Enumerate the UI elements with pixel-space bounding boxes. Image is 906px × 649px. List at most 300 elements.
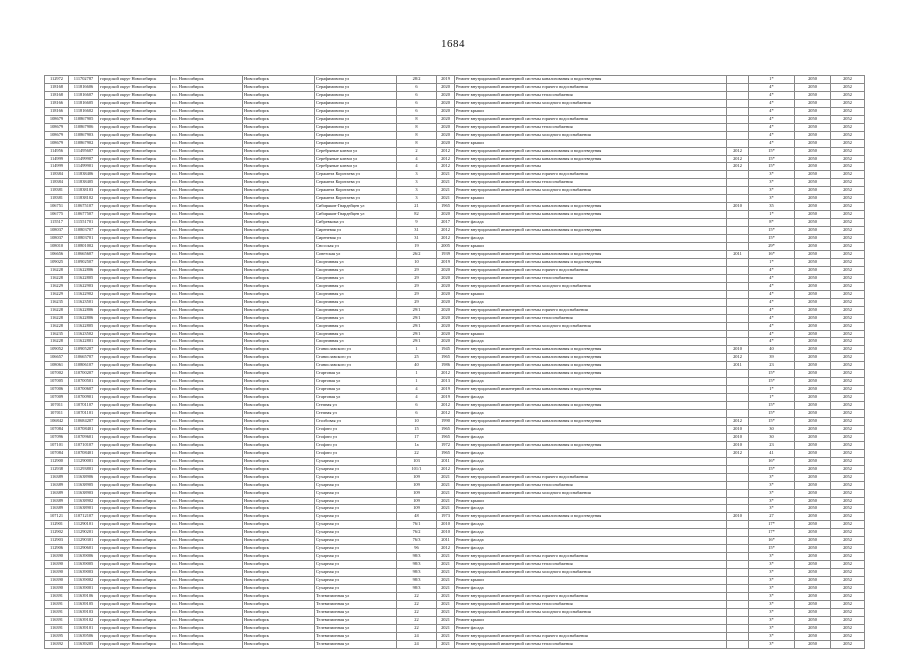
table-cell: 4*: [749, 115, 795, 123]
table-cell: Ремонт внутридомовой инженерной системы канализования и водоотведения: [455, 203, 727, 211]
table-row: [45, 338, 865, 346]
table-cell: 6: [397, 83, 437, 91]
table-cell: 118384: [45, 171, 69, 179]
table-cell: Сибревкома ул: [315, 219, 397, 227]
table-cell: г.о. Новосибирск: [171, 505, 243, 513]
table-cell: 107096: [45, 433, 69, 441]
table-cell: 2050: [795, 282, 831, 290]
table-cell: 111622806: [69, 306, 99, 314]
table-row: [45, 282, 865, 290]
table-cell: 2050: [795, 624, 831, 632]
table-cell: Стартовая ул: [315, 378, 397, 386]
table-cell: 29/1: [397, 330, 437, 338]
table-cell: 110902507: [69, 258, 99, 266]
table-cell: 111639106: [69, 592, 99, 600]
table-cell: 8: [397, 131, 437, 139]
table-row: [45, 632, 865, 640]
table-cell: 3: [397, 171, 437, 179]
table-cell: Сибиряков-Гвардейцев ул: [315, 203, 397, 211]
table-cell: г.о. Новосибирск: [171, 235, 243, 243]
table-cell: Новосибирск: [243, 624, 315, 632]
table-cell: [727, 83, 749, 91]
table-cell: 2050: [795, 553, 831, 561]
table-cell: Ремонт внутридомовой инженерной системы теплоснабжения: [455, 561, 727, 569]
table-cell: 16*: [749, 537, 795, 545]
table-cell: Ремонт внутридомовой инженерной системы канализования и водоотведения: [455, 513, 727, 521]
table-cell: городской округ Новосибирск: [99, 155, 171, 163]
table-cell: [727, 99, 749, 107]
table-cell: 2020: [437, 211, 455, 219]
table-cell: 3*: [749, 553, 795, 561]
table-cell: 2050: [795, 147, 831, 155]
table-cell: г.о. Новосибирск: [171, 354, 243, 362]
table-row: [45, 449, 865, 457]
table-cell: 2010: [727, 441, 749, 449]
table-cell: 2052: [831, 410, 865, 418]
table-cell: г.о. Новосибирск: [171, 338, 243, 346]
table-cell: 109052: [45, 346, 69, 354]
table-cell: 9: [397, 219, 437, 227]
table-cell: г.о. Новосибирск: [171, 402, 243, 410]
table-cell: 2050: [795, 608, 831, 616]
table-cell: 2050: [795, 433, 831, 441]
table-cell: 2012: [437, 163, 455, 171]
table-cell: городской округ Новосибирск: [99, 258, 171, 266]
table-cell: 6: [397, 410, 437, 418]
table-cell: 111639506: [69, 632, 99, 640]
table-cell: 2052: [831, 258, 865, 266]
table-cell: Новосибирск: [243, 441, 315, 449]
table-cell: 110665707: [69, 354, 99, 362]
table-cell: 107084: [45, 425, 69, 433]
table-cell: Новосибирск: [243, 410, 315, 418]
table-cell: 2010: [437, 521, 455, 529]
table-cell: 2052: [831, 235, 865, 243]
table-cell: г.о. Новосибирск: [171, 76, 243, 84]
table-cell: 2050: [795, 362, 831, 370]
table-cell: 3: [397, 187, 437, 195]
table-cell: 111639003: [69, 569, 99, 577]
table-cell: Ремонт внутридомовой инженерной системы горячего водоснабжения: [455, 266, 727, 274]
table-cell: городской округ Новосибирск: [99, 91, 171, 99]
table-cell: 2052: [831, 457, 865, 465]
table-cell: 2050: [795, 473, 831, 481]
table-cell: 2021: [437, 497, 455, 505]
table-cell: 2052: [831, 243, 865, 251]
table-cell: [727, 585, 749, 593]
table-cell: [727, 592, 749, 600]
table-cell: 2052: [831, 123, 865, 131]
table-cell: Серебряные ключи ул: [315, 155, 397, 163]
table-cell: г.о. Новосибирск: [171, 537, 243, 545]
table-cell: 110700901: [69, 394, 99, 402]
table-cell: 35: [749, 203, 795, 211]
table-cell: 3*: [749, 640, 795, 648]
table-cell: городской округ Новосибирск: [99, 203, 171, 211]
table-cell: городской округ Новосибирск: [99, 131, 171, 139]
table-cell: Ремонт внутридомовой инженерной системы горячего водоснабжения: [455, 83, 727, 91]
table-cell: Ремонт крыши: [455, 107, 727, 115]
table-row: [45, 107, 865, 115]
table-cell: Сухарная ул: [315, 497, 397, 505]
table-cell: 2021: [437, 195, 455, 203]
table-cell: Ремонт фасада: [455, 394, 727, 402]
table-cell: Новосибирск: [243, 394, 315, 402]
table-cell: [727, 322, 749, 330]
table-cell: городской округ Новосибирск: [99, 465, 171, 473]
table-cell: Стартовая ул: [315, 386, 397, 394]
table-cell: Ремонт внутридомовой инженерной системы горячего водоснабжения: [455, 115, 727, 123]
table-cell: 110709601: [69, 433, 99, 441]
table-cell: Новосибирск: [243, 250, 315, 258]
table-cell: Ремонт фасада: [455, 537, 727, 545]
table-cell: 2052: [831, 306, 865, 314]
table-cell: Сухарная ул: [315, 529, 397, 537]
table-cell: г.о. Новосибирск: [171, 314, 243, 322]
table-cell: городской округ Новосибирск: [99, 314, 171, 322]
table-cell: Новосибирск: [243, 608, 315, 616]
table-cell: Ремонт внутридомовой инженерной системы горячего водоснабжения: [455, 553, 727, 561]
table-cell: городской округ Новосибирск: [99, 370, 171, 378]
table-cell: Телевизионная ул: [315, 632, 397, 640]
table-cell: [727, 243, 749, 251]
table-cell: 4: [397, 386, 437, 394]
table-cell: 29/1: [397, 314, 437, 322]
table-row: [45, 394, 865, 402]
table-cell: 112900: [45, 457, 69, 465]
table-cell: 111622806: [69, 314, 99, 322]
table-cell: 21: [397, 203, 437, 211]
table-cell: Ремонт внутридомовой инженерной системы канализования и водоотведения: [455, 258, 727, 266]
table-cell: г.о. Новосибирск: [171, 179, 243, 187]
table-cell: Новосибирск: [243, 211, 315, 219]
table-cell: [727, 290, 749, 298]
table-cell: 16*: [749, 250, 795, 258]
table-cell: Ремонт внутридомовой инженерной системы канализования и водоотведения: [455, 76, 727, 84]
table-cell: Ремонт внутридомовой инженерной системы канализования и водоотведения: [455, 147, 727, 155]
table-cell: [727, 481, 749, 489]
table-cell: Ремонт внутридомовой инженерной системы теплоснабжения: [455, 123, 727, 131]
table-cell: 110684207: [69, 417, 99, 425]
table-row: [45, 147, 865, 155]
table-cell: Серебряные ключи ул: [315, 163, 397, 171]
table-cell: г.о. Новосибирск: [171, 171, 243, 179]
table-cell: 27: [749, 513, 795, 521]
table-cell: 22: [397, 608, 437, 616]
table-cell: Ремонт внутридомовой инженерной системы горячего водоснабжения: [455, 592, 727, 600]
table-cell: Новосибирск: [243, 457, 315, 465]
table-cell: [727, 457, 749, 465]
table-cell: Сносская ул: [315, 243, 397, 251]
table-cell: 15*: [749, 545, 795, 553]
table-cell: 2021: [437, 489, 455, 497]
table-cell: г.о. Новосибирск: [171, 258, 243, 266]
table-cell: [727, 537, 749, 545]
table-cell: Новосибирск: [243, 187, 315, 195]
table-cell: Новосибирск: [243, 600, 315, 608]
table-cell: 116390: [45, 561, 69, 569]
table-cell: Новосибирск: [243, 266, 315, 274]
table-cell: 111639103: [69, 608, 99, 616]
table-cell: 15*: [749, 402, 795, 410]
table-cell: 2050: [795, 83, 831, 91]
table-cell: 2013: [437, 378, 455, 386]
table-cell: Новосибирск: [243, 83, 315, 91]
table-cell: 4: [397, 155, 437, 163]
table-cell: Новосибирск: [243, 569, 315, 577]
table-cell: 2052: [831, 473, 865, 481]
table-row: [45, 370, 865, 378]
table-cell: 6: [397, 107, 437, 115]
table-cell: [727, 378, 749, 386]
table-cell: Сержанта Коротаева ул: [315, 187, 397, 195]
table-cell: г.о. Новосибирск: [171, 346, 243, 354]
table-cell: Новосибирск: [243, 513, 315, 521]
table-cell: 2050: [795, 203, 831, 211]
table-cell: 2052: [831, 147, 865, 155]
table-cell: [727, 553, 749, 561]
table-cell: городской округ Новосибирск: [99, 529, 171, 537]
table-cell: 4*: [749, 314, 795, 322]
table-cell: 4*: [749, 266, 795, 274]
table-cell: 107084: [45, 449, 69, 457]
table-cell: Ремонт внутридомовой инженерной системы канализования и водоотведения: [455, 370, 727, 378]
table-cell: 1965: [437, 203, 455, 211]
table-cell: 17*: [749, 529, 795, 537]
table-cell: Ремонт внутридомовой инженерной системы теплоснабжения: [455, 600, 727, 608]
table-cell: Ремонт внутридомовой инженерной системы канализования и водоотведения: [455, 227, 727, 235]
table-cell: Новосибирск: [243, 370, 315, 378]
table-cell: 40: [749, 346, 795, 354]
table-cell: 2050: [795, 219, 831, 227]
table-cell: 110803707: [69, 227, 99, 235]
table-cell: 2052: [831, 545, 865, 553]
table-cell: городской округ Новосибирск: [99, 219, 171, 227]
table-cell: 96: [397, 545, 437, 553]
table-cell: 1973: [437, 513, 455, 521]
table-cell: 6: [397, 91, 437, 99]
table-cell: 118381: [45, 195, 69, 203]
table-cell: 109: [397, 473, 437, 481]
table-cell: [727, 561, 749, 569]
table-cell: Спортивная ул: [315, 338, 397, 346]
table-cell: 111816606: [69, 83, 99, 91]
table-cell: 108679: [45, 131, 69, 139]
table-cell: Новосибирск: [243, 449, 315, 457]
table-cell: 3*: [749, 489, 795, 497]
table-cell: 31: [397, 235, 437, 243]
table-cell: 2052: [831, 394, 865, 402]
table-cell: Ремонт фасада: [455, 529, 727, 537]
table-cell: городской округ Новосибирск: [99, 410, 171, 418]
table-cell: Новосибирск: [243, 227, 315, 235]
table-cell: 109: [397, 505, 437, 513]
table-cell: Новосибирск: [243, 545, 315, 553]
table-cell: 29*: [749, 243, 795, 251]
table-cell: Стофато ул: [315, 449, 397, 457]
table-cell: 2012: [437, 155, 455, 163]
table-cell: 108037: [45, 235, 69, 243]
table-cell: 111638906: [69, 473, 99, 481]
table-cell: Новосибирск: [243, 362, 315, 370]
table-cell: 108679: [45, 139, 69, 147]
table-cell: [727, 640, 749, 648]
table-row: [45, 624, 865, 632]
table-cell: 2012: [437, 370, 455, 378]
table-cell: 108061: [45, 362, 69, 370]
table-cell: [727, 298, 749, 306]
table-cell: 4*: [749, 338, 795, 346]
table-cell: Ремонт крыши: [455, 577, 727, 585]
table-cell: 2052: [831, 250, 865, 258]
table-cell: 2050: [795, 441, 831, 449]
table-cell: 4*: [749, 298, 795, 306]
table-cell: Новосибирск: [243, 592, 315, 600]
table-cell: 2020: [437, 115, 455, 123]
table-cell: 2020: [437, 107, 455, 115]
table-cell: 2050: [795, 417, 831, 425]
table-cell: 2010: [727, 513, 749, 521]
table-cell: г.о. Новосибирск: [171, 378, 243, 386]
table-cell: Новосибирск: [243, 203, 315, 211]
table-cell: 3*: [749, 624, 795, 632]
table-cell: 111639005: [69, 561, 99, 569]
table-cell: 116389: [45, 505, 69, 513]
table-row: [45, 131, 865, 139]
table-cell: 107101: [45, 441, 69, 449]
table-cell: 1939: [437, 250, 455, 258]
table-cell: 106657: [45, 354, 69, 362]
table-cell: 2021: [437, 569, 455, 577]
table-cell: городской округ Новосибирск: [99, 123, 171, 131]
table-cell: 2012: [727, 147, 749, 155]
table-cell: Новосибирск: [243, 163, 315, 171]
table-cell: 110700501: [69, 378, 99, 386]
table-cell: г.о. Новосибирск: [171, 306, 243, 314]
table-cell: 22: [397, 624, 437, 632]
table-row: [45, 441, 865, 449]
table-cell: 2052: [831, 211, 865, 219]
table-cell: 2052: [831, 322, 865, 330]
table-cell: 111290101: [69, 521, 99, 529]
table-cell: 116390: [45, 585, 69, 593]
table-cell: 2050: [795, 585, 831, 593]
table-cell: 2050: [795, 481, 831, 489]
table-cell: 116228: [45, 266, 69, 274]
table-cell: 16*: [749, 457, 795, 465]
table-cell: 2050: [795, 290, 831, 298]
table-cell: 1965: [437, 449, 455, 457]
table-cell: 2052: [831, 227, 865, 235]
table-row: [45, 274, 865, 282]
table-cell: городской округ Новосибирск: [99, 139, 171, 147]
table-cell: 2020: [437, 266, 455, 274]
table-cell: Станиславского ул: [315, 354, 397, 362]
table-cell: 41: [749, 449, 795, 457]
table-cell: Ремонт фасада: [455, 433, 727, 441]
table-cell: 116389: [45, 481, 69, 489]
table-cell: 4*: [749, 282, 795, 290]
table-cell: 2050: [795, 600, 831, 608]
table-cell: 2021: [437, 624, 455, 632]
table-cell: Новосибирск: [243, 322, 315, 330]
table-cell: городской округ Новосибирск: [99, 441, 171, 449]
table-cell: [727, 489, 749, 497]
table-cell: 116395: [45, 632, 69, 640]
table-cell: Ремонт внутридомовой инженерной системы горячего водоснабжения: [455, 632, 727, 640]
table-row: [45, 139, 865, 147]
table-cell: 116392: [45, 640, 69, 648]
table-cell: городской округ Новосибирск: [99, 338, 171, 346]
table-cell: 116228: [45, 306, 69, 314]
table-row: [45, 600, 865, 608]
table-cell: 2050: [795, 402, 831, 410]
table-cell: 116229: [45, 290, 69, 298]
table-cell: 111639006: [69, 553, 99, 561]
table-cell: 1*: [749, 76, 795, 84]
table-cell: 2050: [795, 322, 831, 330]
table-cell: 2052: [831, 425, 865, 433]
table-cell: 115517: [45, 219, 69, 227]
table-cell: Новосибирск: [243, 553, 315, 561]
table-cell: 111290301: [69, 537, 99, 545]
table-cell: 2021: [437, 481, 455, 489]
table-cell: 2052: [831, 155, 865, 163]
table-cell: 2050: [795, 410, 831, 418]
table-cell: 2052: [831, 585, 865, 593]
table-cell: г.о. Новосибирск: [171, 330, 243, 338]
table-cell: 1965: [437, 354, 455, 362]
table-cell: 110701107: [69, 402, 99, 410]
table-cell: 107011: [45, 410, 69, 418]
table-cell: 110708401: [69, 425, 99, 433]
table-cell: городской округ Новосибирск: [99, 402, 171, 410]
table-cell: Ремонт фасада: [455, 338, 727, 346]
table-cell: 2052: [831, 354, 865, 362]
table-cell: г.о. Новосибирск: [171, 155, 243, 163]
table-cell: 2052: [831, 505, 865, 513]
table-cell: 15*: [749, 465, 795, 473]
table-cell: [727, 370, 749, 378]
table-cell: Серафимовича ул: [315, 139, 397, 147]
table-cell: [727, 211, 749, 219]
table-cell: 2052: [831, 274, 865, 282]
table-cell: Новосибирск: [243, 171, 315, 179]
table-cell: Ремонт фасада: [455, 505, 727, 513]
table-cell: 4: [397, 394, 437, 402]
table-cell: Ремонт фасада: [455, 235, 727, 243]
table-cell: 1*: [749, 386, 795, 394]
table-cell: 111639105: [69, 600, 99, 608]
table-cell: городской округ Новосибирск: [99, 243, 171, 251]
table-cell: 116389: [45, 489, 69, 497]
table-cell: Советская ул: [315, 250, 397, 258]
table-cell: 111638903: [69, 489, 99, 497]
table-cell: Новосибирск: [243, 386, 315, 394]
table-cell: г.о. Новосибирск: [171, 640, 243, 648]
table-cell: [727, 410, 749, 418]
table-cell: 2021: [437, 561, 455, 569]
table-cell: 2052: [831, 163, 865, 171]
table-cell: 3: [397, 179, 437, 187]
table-cell: 118168: [45, 91, 69, 99]
table-cell: 3*: [749, 171, 795, 179]
table-cell: 1: [397, 378, 437, 386]
table-cell: 107009: [45, 394, 69, 402]
table-cell: [727, 76, 749, 84]
table-cell: Ремонт крыши: [455, 616, 727, 624]
table-cell: г.о. Новосибирск: [171, 107, 243, 115]
